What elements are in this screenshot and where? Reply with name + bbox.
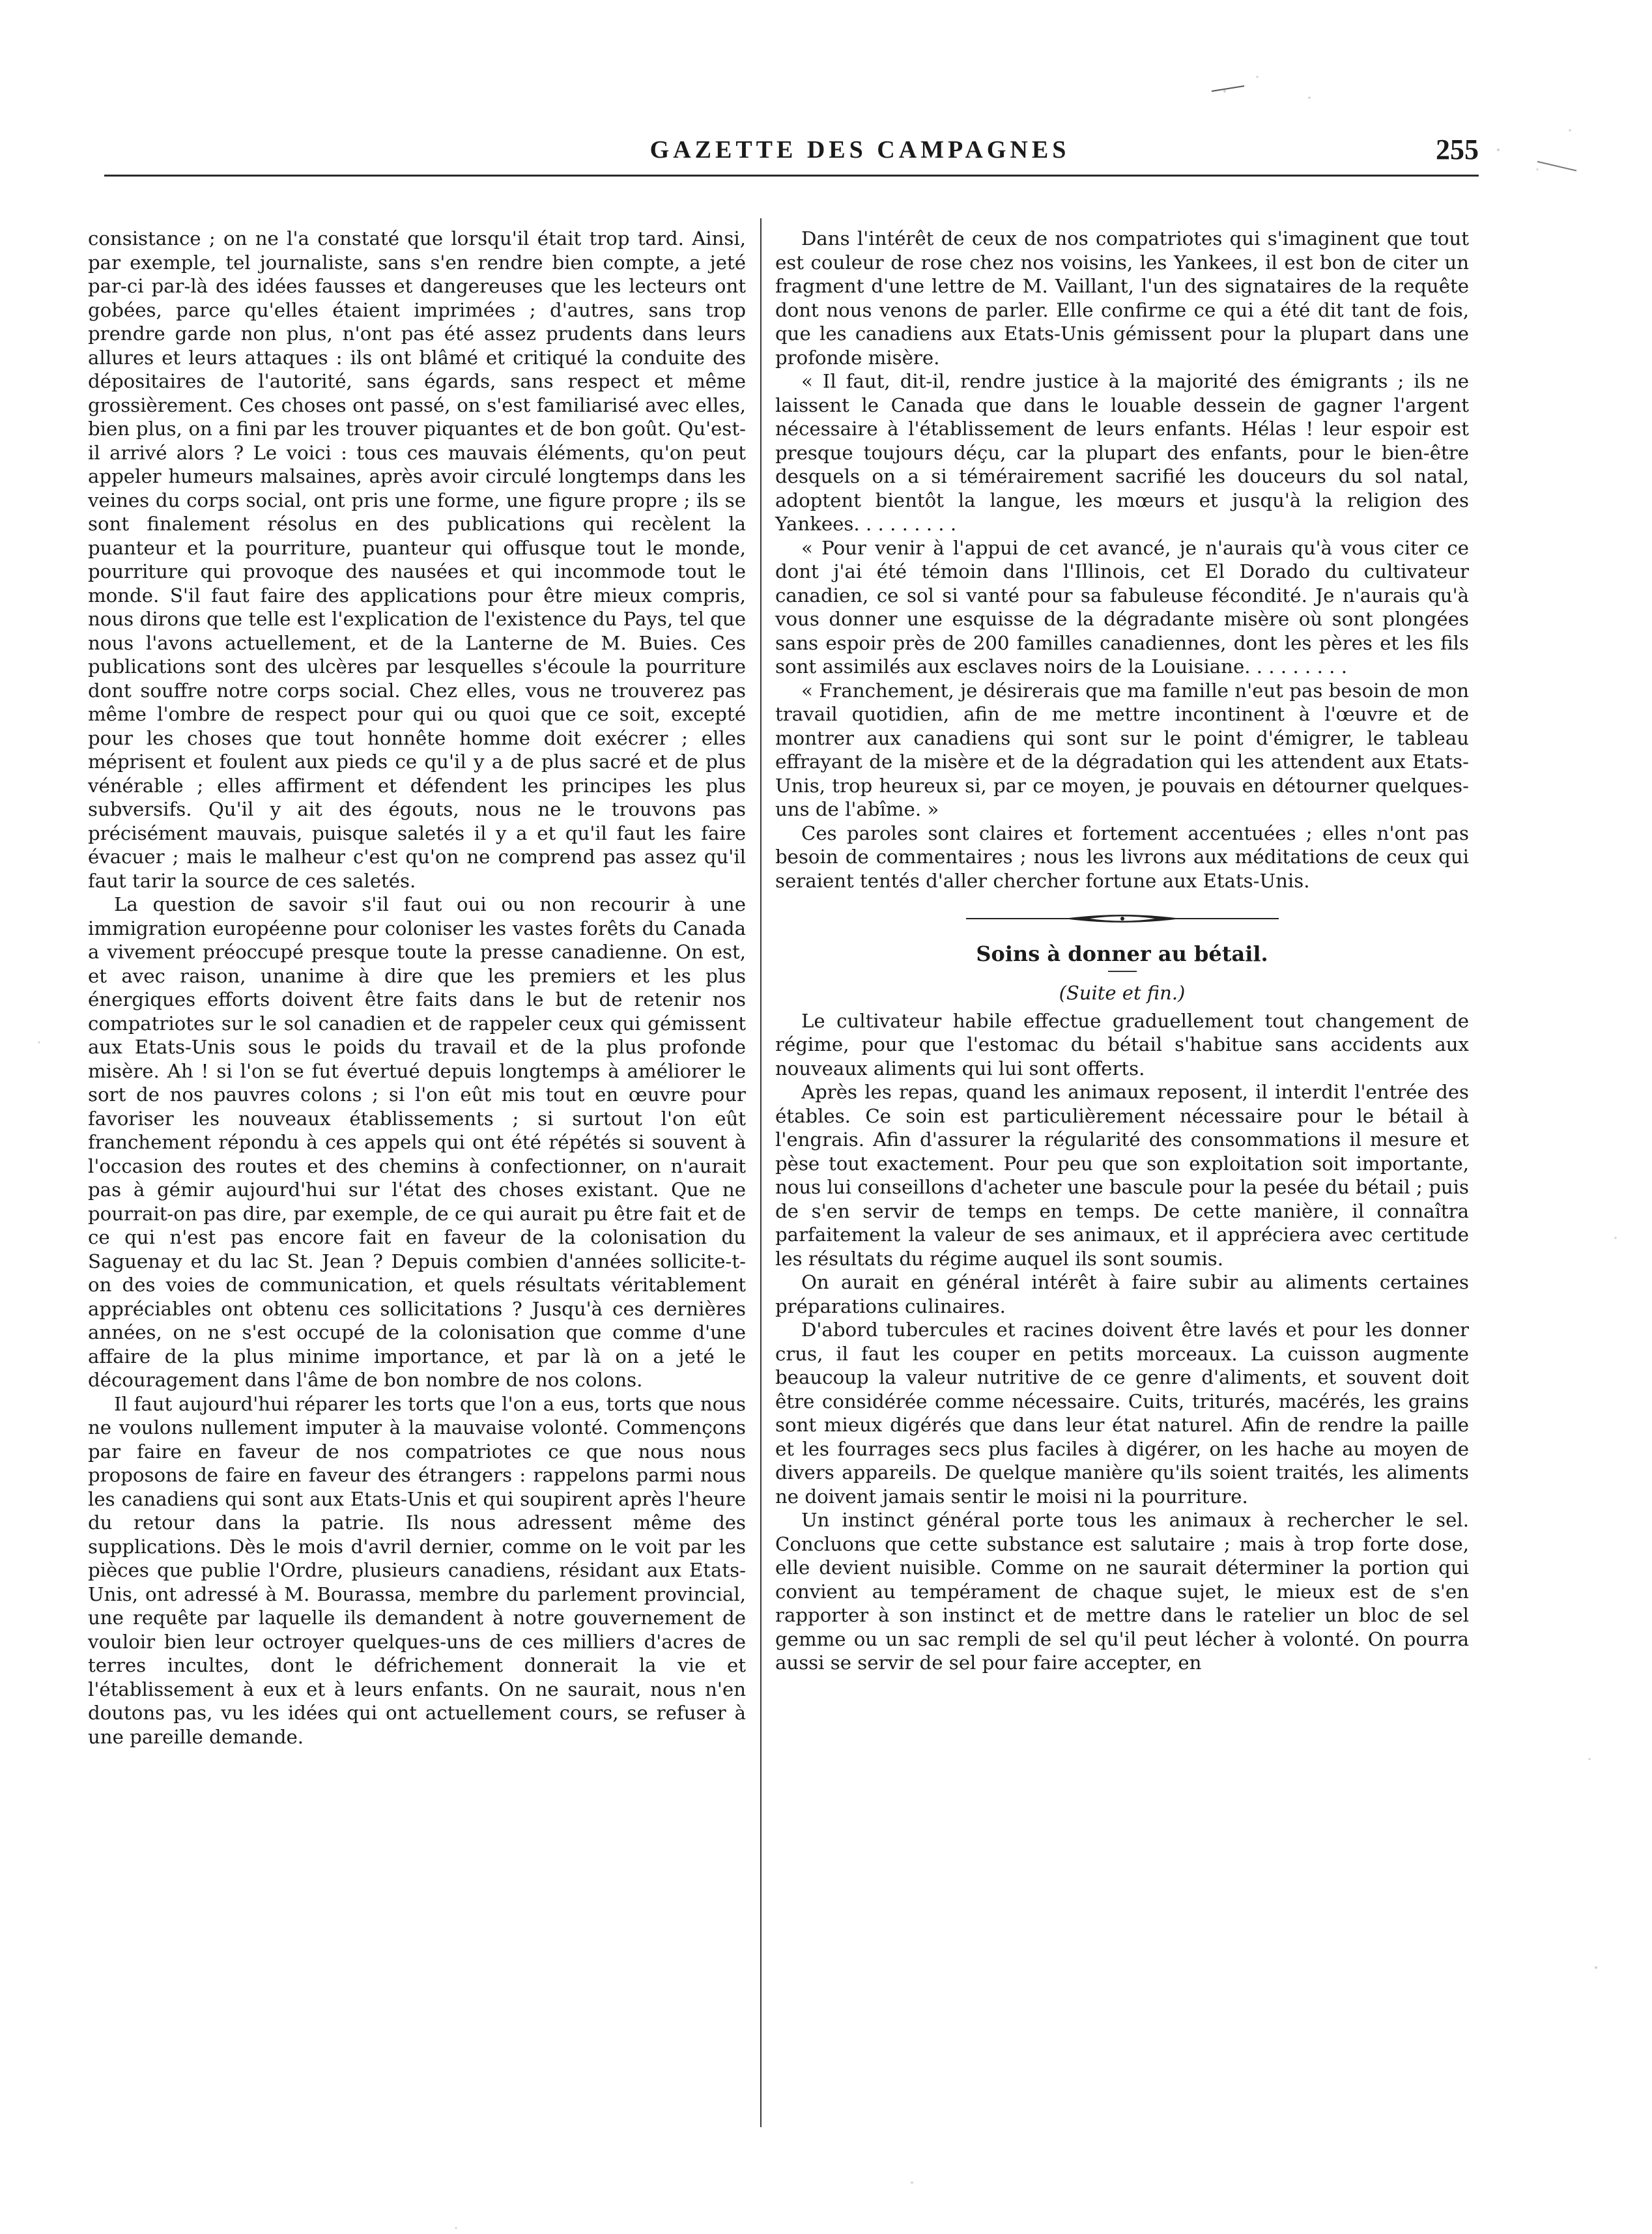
column-divider bbox=[760, 218, 762, 2127]
section-paragraph-1: Le cultivateur habile effectue graduellement tout changement de régime, pour que l'estomac du bétail s'habitue sans accidents aux nouveaux aliments qui lui sont offerts. bbox=[775, 1009, 1469, 1080]
left-column bbox=[88, 227, 746, 1749]
section-title: Soins à donner au bétail. bbox=[976, 941, 1268, 966]
section-subtitle: (Suite et fin.) bbox=[1059, 982, 1186, 1004]
section-paragraph-2: Après les repas, quand les animaux reposent, il interdit l'entrée des étables. Ce soin est particulièrement nécessaire pour le bétail à l'engrais. Afin d'assurer la régularité des consommations il mesure et pèse tout exactement. Pour peu que son exploitation soit importante, nous lui conseillons d'acheter une bascule pour la pesée du bétail ; puis de s'en servir de temps en temps. De cette manière, il connaîtra parfaitement la valeur de ses animaux, et il appréciera avec certitude les résultats du régime auquel ils sont soumis. bbox=[775, 1081, 1469, 1270]
right-paragraph-2: « Il faut, dit-il, rendre justice à la majorité des émigrants ; ils ne laissent le Canada que dans le louable dessein de gagner l'argent nécessaire à l'établissement de leurs enfants. Hélas ! leur espoir est presque toujours déçu, car la plupart des enfants, pour le bien-être desquels on a si témérairement sacrifié les douceurs du sol natal, adoptent bientôt la langue, les mœurs et jusqu'à la religion des Yankees. . . . . . . . . bbox=[775, 370, 1469, 535]
section-paragraph-3: On aurait en général intérêt à faire subir au aliments certaines préparations culinaires. bbox=[775, 1271, 1469, 1317]
page-number: 255 bbox=[1436, 134, 1479, 165]
title-dash bbox=[1108, 971, 1137, 972]
left-paragraph-1: consistance ; on ne l'a constaté que lorsqu'il était trop tard. Ainsi, par exemple, tel journaliste, sans s'en rendre bien compte, a jeté par-ci par-là des idées fausses et dangereuses que les lecteurs ont gobées, parce qu'elles étaient imprimées ; d'autres, sans trop prendre garde non plus, n'ont pas été assez prudents dans leurs allures et leurs attaques : ils ont blâmé et critiqué la conduite des dépositaires de l'autorité, sans égards, sans respect et même grossièrement. Ces choses ont passé, on s'est familiarisé avec elles, bien plus, on a fini par les trouver piquantes et de bon goût. Qu'est-il arrivé alors ? Le voici : tous ces mauvais éléments, qu'on peut appeler humeurs malsaines, après avoir circulé longtemps dans les veines du corps social, ont pris une forme, une figure propre ; ils se sont finalement résolus en des publications qui recèlent la puanteur et la pourriture, puanteur qui offusque tout le monde, pourriture qui provoque des nausées et qui incommode tout le monde. S'il faut faire des applications pour être mieux compris, nous dirons que telle est l'explication de l'existence du Pays, tel que nous l'avons actuellement, et de la Lanterne de M. Buies. Ces publications sont des ulcères par lesquelles s'écoule la pourriture dont souffre notre corps social. Chez elles, vous ne trouverez pas même l'ombre de respect pour qui ou quoi que ce soit, excepté pour les choses que tout honnête homme doit exécrer ; elles méprisent et foulent aux pieds ce qu'il y a de plus sacré et de plus vénérable ; elles affirment et défendent les principes les plus subversifs. Qu'il y ait des égouts, nous ne le trouvons pas précisément mauvais, puisque saletés il y a et qu'il faut les faire évacuer ; mais le malheur c'est qu'on ne comprend pas assez qu'il faut tarir la source de ces saletés. bbox=[88, 227, 746, 892]
section-paragraph-4: D'abord tubercules et racines doivent être lavés et pour les donner crus, il faut les couper en petits morceaux. La cuisson augmente beaucoup la valeur nutritive de ce genre d'aliments, et souvent doit être considérée comme nécessaire. Cuits, triturés, macérés, les grains sont mieux digérés que dans leur état naturel. Afin de rendre la paille et les fourrages secs plus faciles à digérer, on les hache au moyen de divers appareils. De quelque manière qu'ils soient traités, les aliments ne doivent jamais sentir le moisi ni la pourriture. bbox=[775, 1319, 1469, 1508]
header-rule bbox=[104, 175, 1479, 177]
right-paragraph-3: « Pour venir à l'appui de cet avancé, je n'aurais qu'à vous citer ce dont j'ai été témoin dans l'Illinois, cet El Dorado du cultivateur canadien, ce sol si vanté pour sa fabuleuse fécondité. Je n'aurais qu'à vous donner une esquisse de la dégradante misère où sont plongées sans espoir près de 200 familles canadiennes, dont les pères et les fils sont assimilés aux esclaves noirs de la Louisiane. . . . . . . . . bbox=[775, 536, 1469, 678]
right-paragraph-5: Ces paroles sont claires et fortement accentuées ; elles n'ont pas besoin de commentaires ; nous les livrons aux méditations de ceux qui seraient tentés d'aller chercher fortune aux Etats-Unis. bbox=[775, 822, 1469, 892]
right-column bbox=[775, 227, 1469, 1675]
page-header bbox=[78, 130, 1479, 176]
right-paragraph-4: « Franchement, je désirerais que ma famille n'eut pas besoin de mon travail quotidien, afin de me mettre incontinent à l'œuvre et de montrer aux canadiens qui sont sur le point d'émigrer, le tableau effrayant de la misère et de la dégradation qui les attendent aux Etats-Unis, trop heureux si, par ce moyen, je pouvais en détourner quelques-uns de l'abîme. » bbox=[775, 679, 1469, 820]
ornamental-rule bbox=[966, 911, 1279, 926]
left-paragraph-3: Il faut aujourd'hui réparer les torts que l'on a eus, torts que nous ne voulons nullement imputer à la mauvaise volonté. Commençons par faire en faveur de nos compatriotes ce que nous nous proposons de faire en faveur des étrangers : rappelons parmi nous les canadiens qui sont aux Etats-Unis et qui soupirent après l'heure du retour dans la patrie. Ils nous adressent même des supplications. Dès le mois d'avril dernier, comme on le voit par les pièces que publie l'Ordre, plusieurs canadiens, résidant aux Etats-Unis, ont adressé à M. Bourassa, membre du parlement provincial, une requête par laquelle ils demandent à notre gouvernement de vouloir bien leur octroyer quelques-uns de ces milliers d'acres de terres incultes, dont le défrichement donnerait la vie et l'établissement à eux et à leurs enfants. On ne saurait, nous n'en doutons pas, vu les idées qui ont actuellement cours, se refuser à une pareille demande. bbox=[88, 1392, 746, 1748]
left-paragraph-2: La question de savoir s'il faut oui ou non recourir à une immigration européenne pour coloniser les vastes forêts du Canada a vivement préoccupé presque toute la presse canadienne. On est, et avec raison, unanime à dire que les premiers et les plus énergiques efforts doivent être faits dans le but de retenir nos compatriotes sur le sol canadien et de rappeler ceux qui gémissent aux Etats-Unis sous le poids du travail et de la plus profonde misère. Ah ! si l'on se fut évertué depuis longtemps à améliorer le sort de nos pauvres colons ; si l'on eût mis tout en œuvre pour favoriser les nouveaux établissements ; si surtout l'on eût franchement répondu à ces appels qui ont été répétés si souvent à l'occasion des routes et des chemins à confectionner, on n'aurait pas à gémir aujourd'hui sur l'état des choses existant. Que ne pourrait-on pas dire, par exemple, de ce qui aurait pu être fait et de ce qui n'est pas encore fait en faveur de la colonisation du Saguenay et du lac St. Jean ? Depuis combien d'années sollicite-t-on des voies de communication, et quels résultats véritablement appréciables ont obtenu ces sollicitations ? Jusqu'à ces dernières années, on ne s'est occupé de la colonisation que comme d'une affaire de la plus minime importance, et par là on a jeté le découragement dans l'âme de bon nombre de nos colons. bbox=[88, 893, 746, 1391]
section-paragraph-5: Un instinct général porte tous les animaux à rechercher le sel. Concluons que cette substance est salutaire ; mais à trop forte dose, elle devient nuisible. Comme on ne saurait déterminer la portion qui convient au tempérament de chaque sujet, le mieux est de s'en rapporter à son instinct et de mettre dans le ratelier un bloc de sel gemme ou un sac rempli de sel qu'il peut lécher à volonté. On pourra aussi se servir de sel pour faire accepter, en bbox=[775, 1509, 1469, 1674]
right-paragraph-1: Dans l'intérêt de ceux de nos compatriotes qui s'imaginent que tout est couleur de rose chez nos voisins, les Yankees, il est bon de citer un fragment d'une lettre de M. Vaillant, l'un des signataires de la requête dont nous venons de parler. Elle confirme ce qui a été dit tant de fois, que les canadiens aux Etats-Unis gémissent pour la plupart dans une profonde misère. bbox=[775, 227, 1469, 369]
newspaper-title: GAZETTE DES CAMPAGNES bbox=[649, 136, 1070, 164]
